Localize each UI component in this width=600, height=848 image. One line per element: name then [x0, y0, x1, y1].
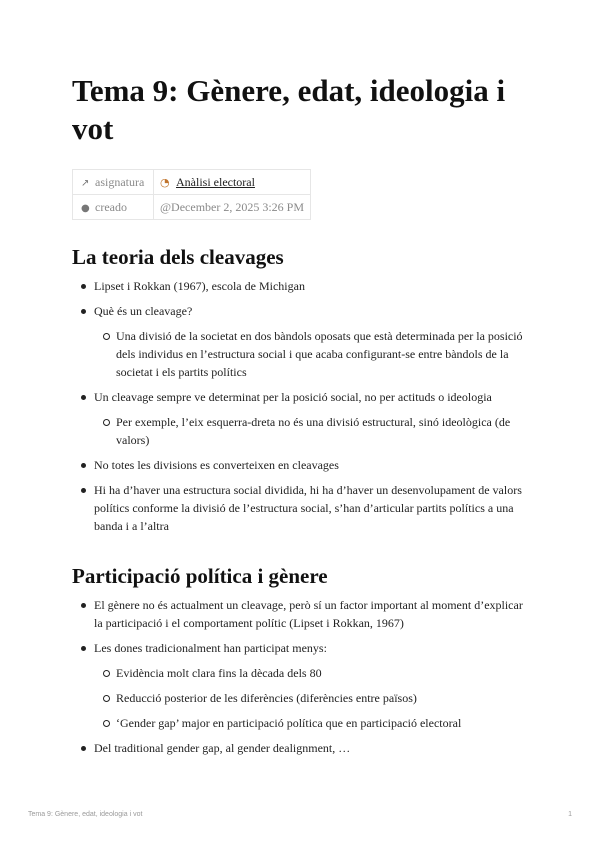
property-value[interactable] — [154, 170, 311, 195]
list-item: Un cleavage sempre ve determinat per la posició social, no per actituds o ideologia Per exemple, l’eix esquerra-dreta no és una divisió estructural, sinó ideològica (de valors) — [80, 388, 530, 449]
list-item: Lipset i Rokkan (1967), escola de Michigan — [80, 277, 530, 295]
property-key — [73, 195, 154, 220]
list-item: El gènere no és actualment un cleavage, però sí un factor important al moment d’explicar la participació i el comportament polític (Lipset i Rokkan, 1967) — [80, 596, 530, 632]
course-icon: ◔ — [160, 175, 170, 189]
bullet-list — [80, 596, 530, 764]
sub-list-item: Reducció posterior de les diferències (diferències entre països) — [102, 689, 530, 707]
sub-list-item: ‘Gender gap’ major en participació política que en participació electoral — [102, 714, 530, 732]
sub-list-item: Per exemple, l’eix esquerra-dreta no és una divisió estructural, sinó ideològica (de valors) — [102, 413, 530, 449]
list-item: Què és un cleavage? Una divisió de la societat en dos bàndols oposats que està determinada per la posició dels individus en l’estructura social i que acaba configurant-se entre bàndols de la societat i els partits polítics — [80, 302, 530, 381]
created-date: @December 2, 2025 3:26 PM — [160, 199, 305, 214]
sub-list — [102, 327, 530, 381]
sub-list-item: Una divisió de la societat en dos bàndols oposats que està determinada per la posició dels individus en l’estructura social i que acaba configurant-se entre bàndols de la societat i els partits polítics — [102, 327, 530, 381]
list-item: Del traditional gender gap, al gender dealignment, … — [80, 739, 530, 757]
sub-list — [102, 413, 530, 449]
list-item: Les dones tradicionalment han participat menys: Evidència molt clara fins la dècada dels 80 Reducció posterior de les diferències (diferències entre països) ‘Gender gap’ major en participació política que en participació electoral — [80, 639, 530, 732]
page-title: Tema 9: Gènere, edat, ideologia i vot — [72, 73, 506, 146]
section-heading: La teoria dels cleavages — [72, 245, 284, 269]
footer-title: Tema 9: Gènere, edat, ideologia i vot — [28, 811, 143, 818]
section-heading: Participació política i gènere — [72, 564, 328, 588]
property-value — [154, 195, 311, 220]
list-item: Hi ha d’haver una estructura social dividida, hi ha d’haver un desenvolupament de valors polítics conforme la divisió de l’estructura social, s’han d’articular partits polítics a una banda i a l’altra — [80, 481, 530, 535]
sub-list-item: Evidència molt clara fins la dècada dels 80 — [102, 664, 530, 682]
property-key-label: asignatura — [95, 174, 145, 189]
properties-table — [72, 169, 311, 220]
subject-link[interactable]: Anàlisi electoral — [176, 174, 255, 189]
footer-page-number: 1 — [568, 811, 572, 818]
clock-icon: ● — [81, 202, 90, 214]
arrow-up-right-icon: ↗ — [81, 177, 90, 189]
property-row-created — [73, 195, 311, 220]
bullet-list — [80, 277, 530, 542]
property-row-subject — [73, 170, 311, 195]
property-key — [73, 170, 154, 195]
list-item: No totes les divisions es converteixen en cleavages — [80, 456, 530, 474]
sub-list — [102, 664, 530, 732]
property-key-label: creado — [95, 199, 127, 214]
